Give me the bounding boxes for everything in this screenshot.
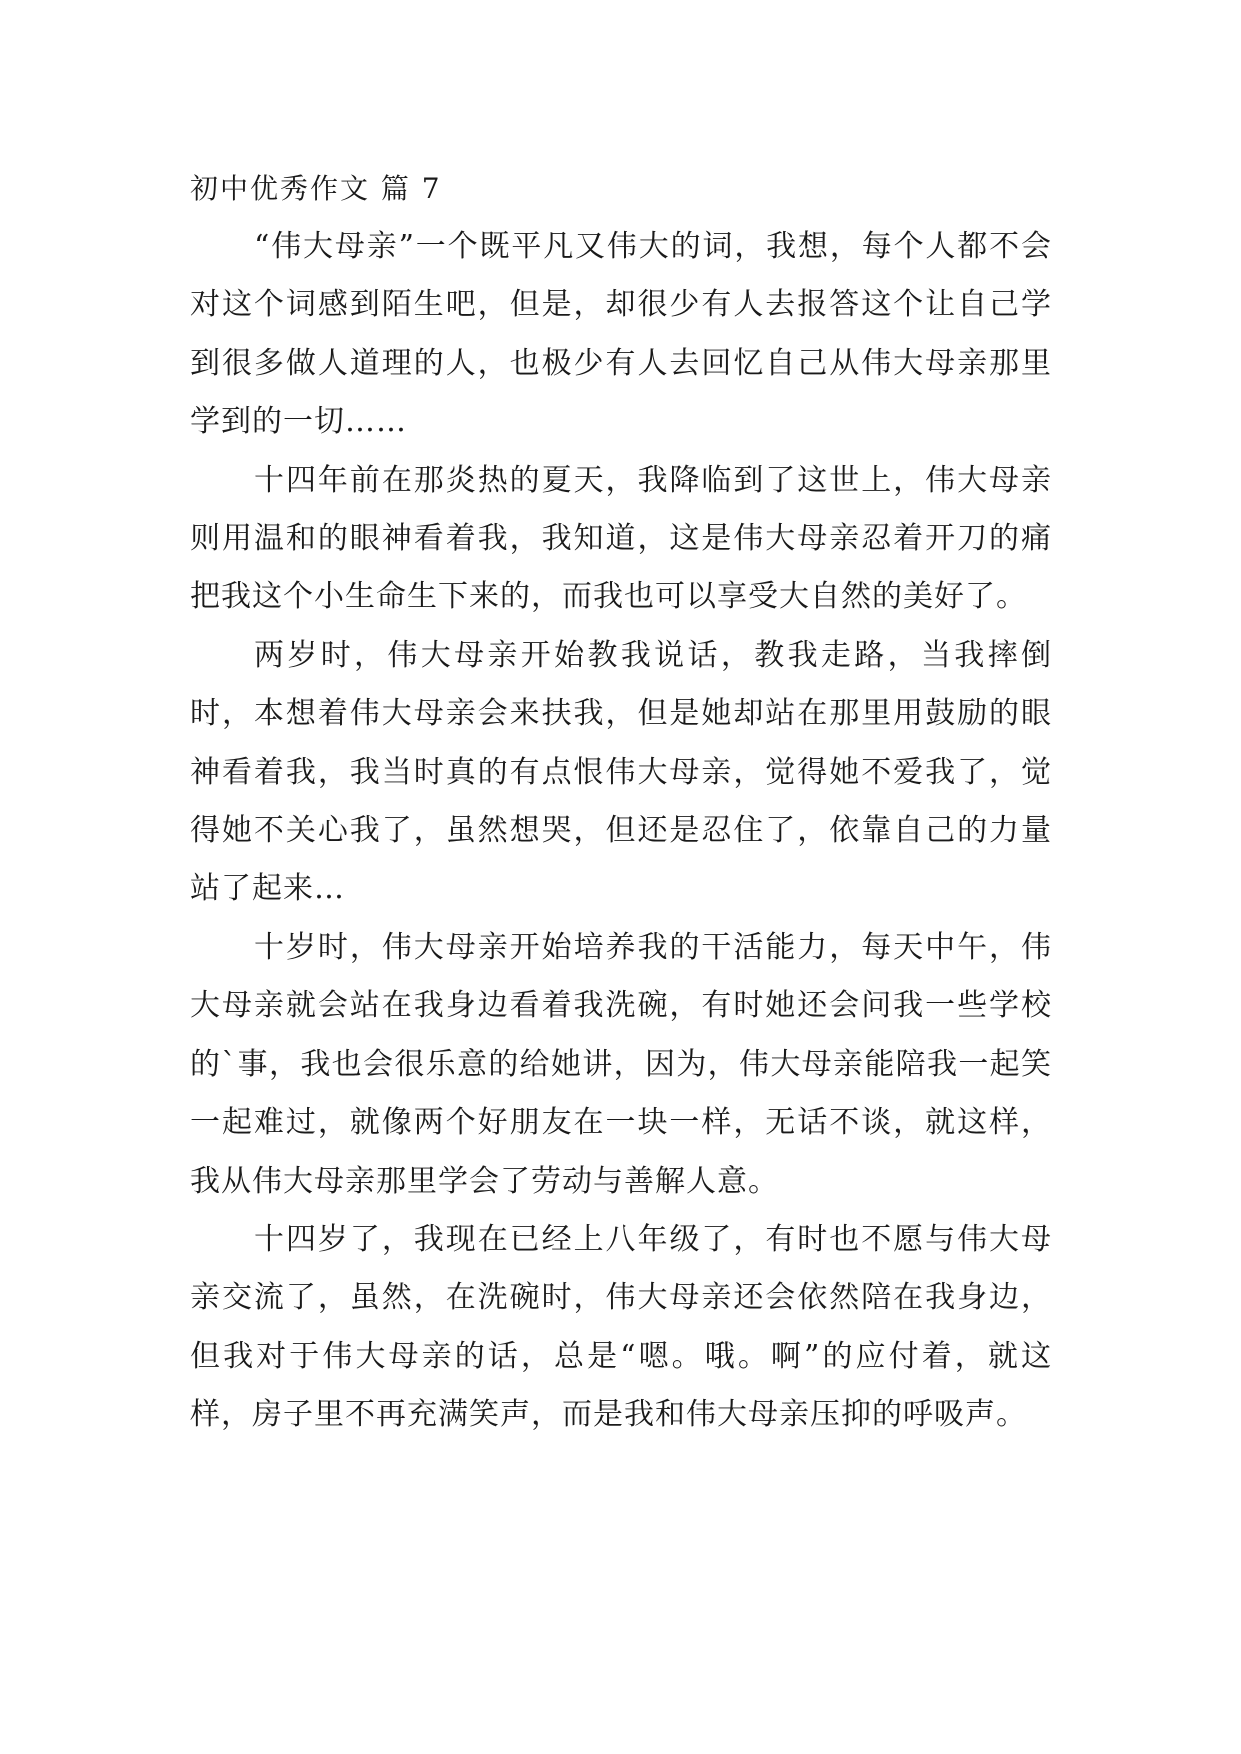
paragraph-4: 十岁时，伟大母亲开始培养我的干活能力，每天中午，伟大母亲就会站在我身边看着我洗碗，有时她还会问我一些学校的`事，我也会很乐意的给她讲，因为，伟大母亲能陪我一起笑一起难过，就像两个好朋友在一块一样，无话不谈，就这样，我从伟大母亲那里学会了劳动与善解人意。 [190,929,1052,1199]
paragraph-5: 十四岁了，我现在已经上八年级了，有时也不愿与伟大母亲交流了，虽然，在洗碗时，伟大母亲还会依然陪在我身边，但我对于伟大母亲的话，总是“嗯。哦。啊”的应付着，就这样，房子里不再充满笑声，而是我和伟大母亲压抑的呼吸声。 [190,1221,1052,1433]
paragraph-2: 十四年前在那炎热的夏天，我降临到了这世上，伟大母亲则用温和的眼神看着我，我知道，这是伟大母亲忍着开刀的痛把我这个小生命生下来的，而我也可以享受大自然的美好了。 [190,462,1052,615]
document-body [190,160,1052,1445]
paragraph-3: 两岁时，伟大母亲开始教我说话，教我走路，当我摔倒时，本想着伟大母亲会来扶我，但是她却站在那里用鼓励的眼神看着我，我当时真的有点恨伟大母亲，觉得她不爱我了，觉得她不关心我了，虽然想哭，但还是忍住了，依靠自己的力量站了起来… [190,637,1052,907]
essay-title: 初中优秀作文 篇 7 [190,172,442,205]
paragraph-1: “伟大母亲”一个既平凡又伟大的词，我想，每个人都不会对这个词感到陌生吧，但是，却很少有人去报答这个让自己学到很多做人道理的人，也极少有人去回忆自己从伟大母亲那里学到的一切…… [190,229,1052,440]
